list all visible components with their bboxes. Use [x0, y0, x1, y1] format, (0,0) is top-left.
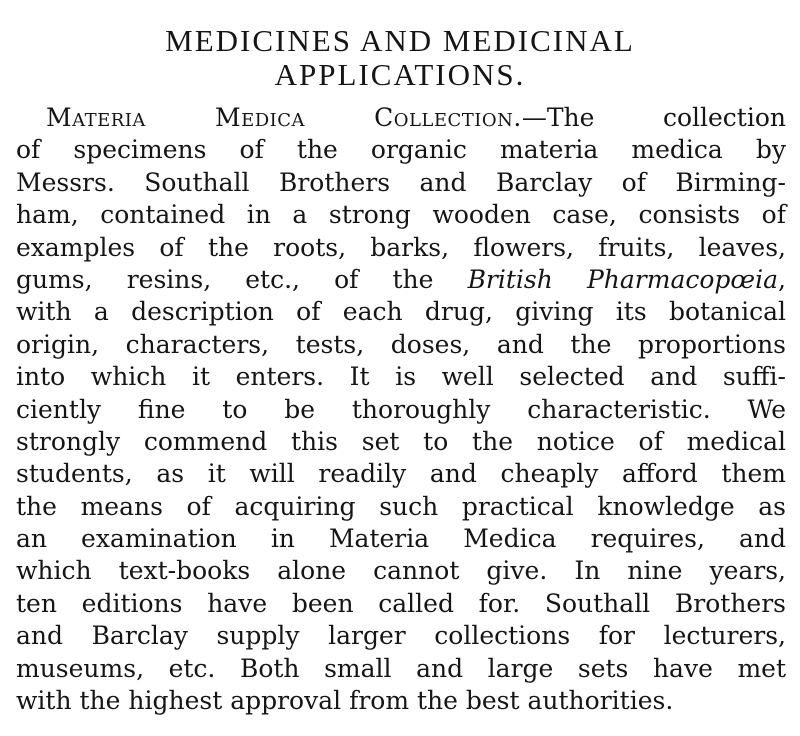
body-line-11: strongly commend this set to the notice of medical	[16, 426, 786, 456]
article-heading	[0, 0, 800, 92]
body-line-7: with a description of each drug, giving its botanical	[16, 297, 786, 327]
body-line-6	[16, 264, 786, 296]
body-line-9: into which it enters. It is well selected and suffi-	[16, 362, 786, 392]
body-line-13: the means of acquiring such practical knowledge as	[16, 491, 786, 521]
heading-line-2: APPLICATIONS.	[274, 57, 526, 92]
body-line-10: ciently fine to be thoroughly characteristic. We	[16, 394, 786, 424]
body-line-3: Messrs. Southall Brothers and Barclay of Birming-	[16, 167, 786, 197]
line-6-pre: gums, resins, etc., of the	[16, 264, 468, 294]
article-body	[16, 102, 786, 717]
body-line-19: with the highest approval from the best authorities.	[16, 686, 674, 716]
body-line-8: origin, characters, tests, doses, and the proportions	[16, 329, 786, 359]
body-line-12: students, as it will readily and cheaply afford them	[16, 459, 786, 489]
body-line-4: ham, contained in a strong wooden case, consists of	[16, 200, 786, 230]
body-line-2: of specimens of the organic materia medica by	[16, 135, 786, 165]
body-line-15: which text-books alone cannot give. In nine years,	[16, 556, 786, 586]
body-line-16: ten editions have been called for. Southall Brothers	[16, 588, 786, 618]
body-line-17: and Barclay supply larger collections for lecturers,	[16, 621, 786, 651]
body-line-14: an examination in Materia Medica requires, and	[16, 524, 786, 554]
line-6-post: ,	[778, 264, 786, 294]
body-line-18: museums, etc. Both small and large sets have met	[16, 653, 786, 683]
lead-in-continuation: —The collection	[521, 103, 786, 132]
book-title-italic: British Pharmacopœia	[467, 264, 779, 294]
body-line-1	[16, 102, 786, 134]
heading-line-1: MEDICINES AND MEDICINAL	[165, 23, 635, 58]
body-line-5: examples of the roots, barks, flowers, fruits, leaves,	[16, 232, 786, 262]
lead-in-title: Materia Medica Collection.	[46, 103, 522, 132]
